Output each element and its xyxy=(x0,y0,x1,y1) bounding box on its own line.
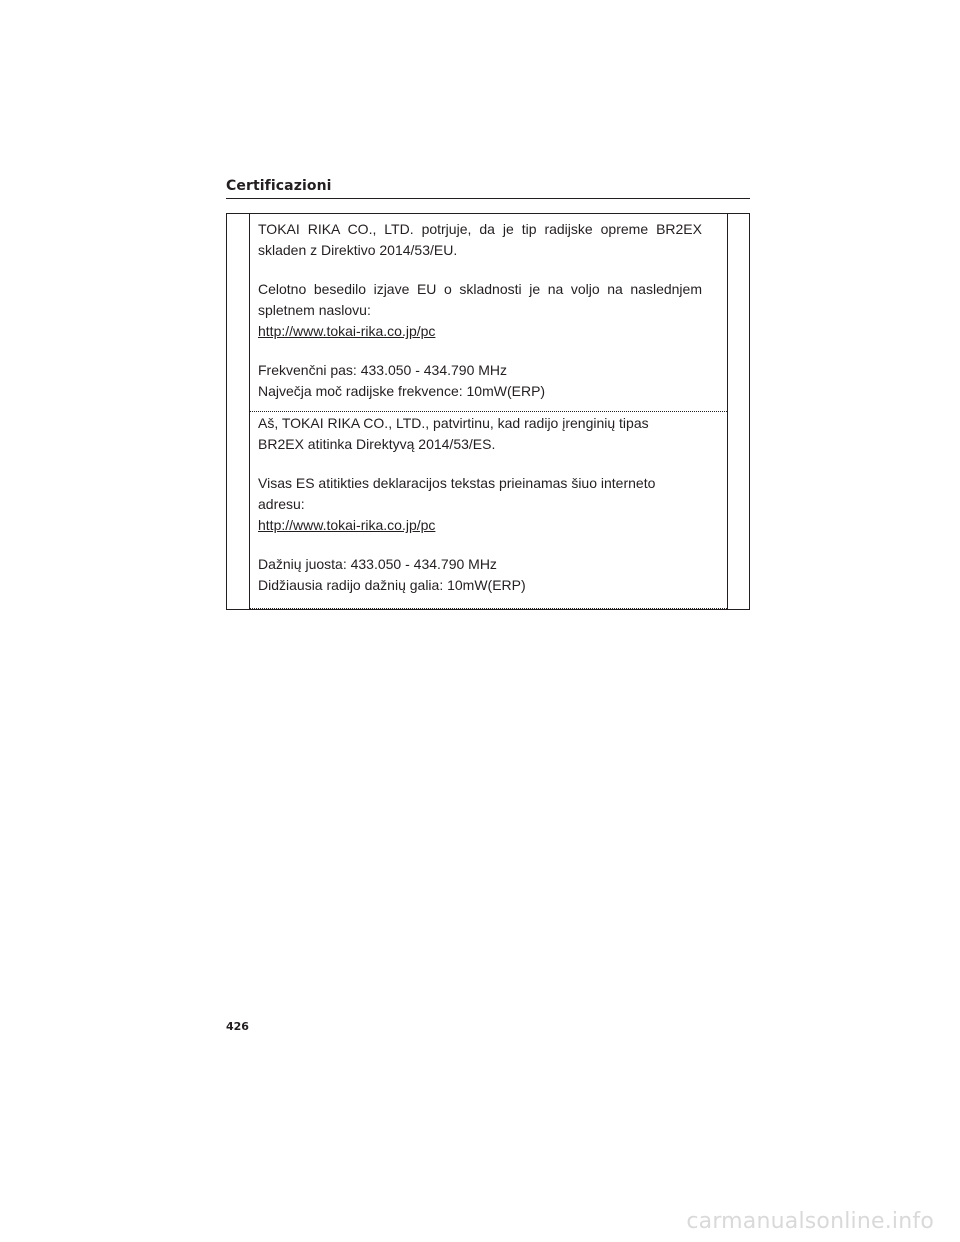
declaration-full-text-label: Visas ES atitikties deklaracijos tekstas prieinamas šiuo interneto adresu: xyxy=(258,475,656,512)
declaration-full-text xyxy=(258,279,702,342)
declaration-intro: TOKAI RIKA CO., LTD. potrjuje, da je tip radijske opreme BR2EX skladen z Direktivo 2014/53/EU. xyxy=(258,221,702,258)
title-rule xyxy=(226,198,750,199)
declaration-specs xyxy=(258,360,702,402)
declaration-full-text-label: Celotno besedilo izjave EU o skladnosti je na voljo na naslednjem spletnem naslovu: xyxy=(258,281,702,318)
declaration-intro: Aš, TOKAI RIKA CO., LTD., patvirtinu, kad radijo įrenginių tipas BR2EX atitinka Direktyvą 2014/53/ES. xyxy=(258,415,649,452)
page-number: 426 xyxy=(226,1020,249,1033)
table-right-column-line xyxy=(727,214,728,609)
watermark: carmanualsonline.info xyxy=(686,1209,934,1234)
declaration-specs xyxy=(258,554,702,596)
max-power: Največja moč radijske frekvence: 10mW(ERP) xyxy=(258,383,546,399)
certification-table xyxy=(226,213,750,610)
declaration-url-link[interactable]: http://www.tokai-rika.co.jp/pc xyxy=(258,517,436,533)
declaration-lithuanian xyxy=(250,413,727,609)
declaration-slovenian xyxy=(250,219,727,412)
max-power: Didžiausia radijo dažnių galia: 10mW(ERP) xyxy=(258,577,526,593)
frequency-band: Dažnių juosta: 433.050 - 434.790 MHz xyxy=(258,556,497,572)
section-title: Certificazioni xyxy=(226,178,332,194)
frequency-band: Frekvenčni pas: 433.050 - 434.790 MHz xyxy=(258,362,508,378)
declaration-url-link[interactable]: http://www.tokai-rika.co.jp/pc xyxy=(258,323,436,339)
declaration-full-text xyxy=(258,473,702,536)
